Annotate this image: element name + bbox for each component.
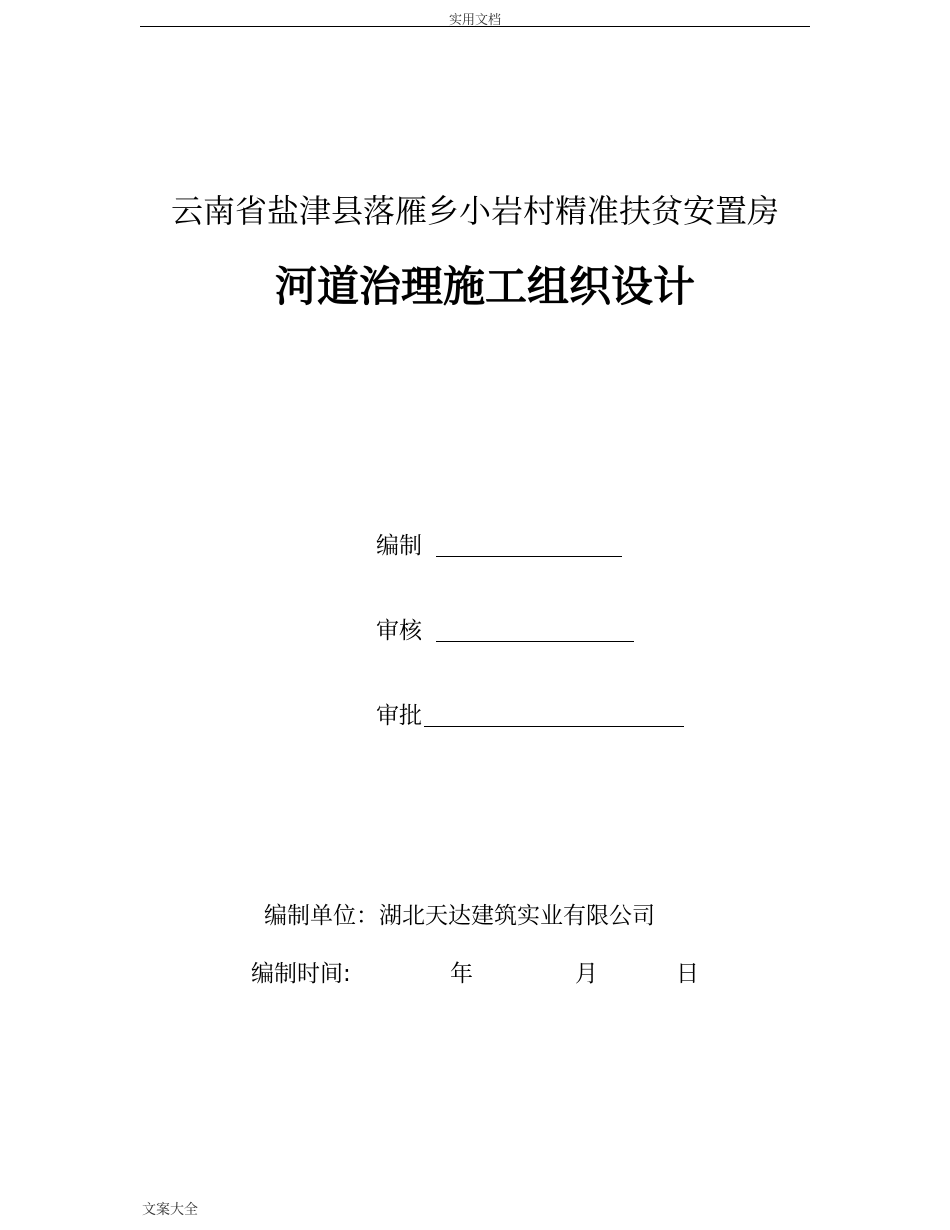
header-divider [140, 26, 810, 27]
compiler-unit-value: 湖北天达建筑实业有限公司 [379, 903, 655, 929]
document-title-line1: 云南省盐津县落雁乡小岩村精准扶贫安置房 [170, 192, 779, 230]
compiler-unit-line [264, 897, 655, 930]
compile-signature-row [376, 526, 622, 560]
approve-label: 审批 [376, 703, 422, 729]
review-label: 审核 [376, 618, 422, 644]
review-signature-line [436, 617, 634, 642]
compile-time-month: 月 [575, 961, 598, 987]
page-footer: 文案大全 [142, 1202, 198, 1218]
page-header: 实用文档 [448, 13, 501, 28]
compile-time-year: 年 [450, 961, 473, 987]
compile-time-label: 编制时间: [251, 961, 351, 987]
review-signature-row [376, 611, 634, 645]
compile-time-day: 日 [676, 961, 699, 987]
compile-label: 编制 [376, 533, 422, 559]
approve-signature-row [376, 696, 684, 730]
compile-signature-line [436, 532, 622, 557]
compiler-unit-label: 编制单位： [264, 903, 379, 929]
document-title-line2: 河道治理施工组织设计 [274, 262, 695, 311]
approve-signature-line [424, 702, 684, 727]
